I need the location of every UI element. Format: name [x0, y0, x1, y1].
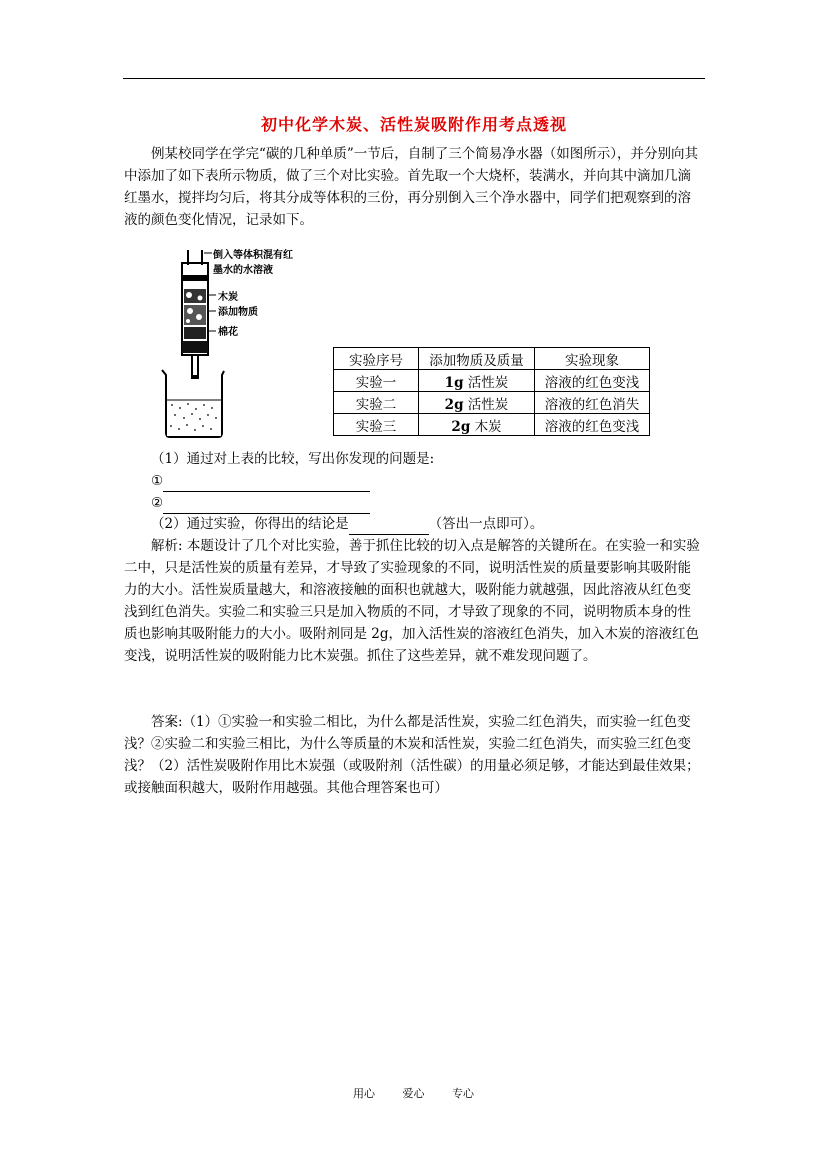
- answer-blank-line[interactable]: [163, 473, 370, 492]
- table-header-row: [334, 348, 650, 370]
- label-added-substance: 添加物质: [218, 307, 258, 318]
- table-header-cell: 实验现象: [535, 348, 650, 370]
- mass-value: 2g: [451, 418, 471, 435]
- substance-name: 木炭: [474, 418, 502, 435]
- table-cell-substance: [419, 392, 535, 414]
- answer-paragraph: 答案:（1）①实验一和实验二相比，为什么都是活性炭，实验二红色消失，而实验一红色变浅？②实验二和实验三相比，为什么等质量的木炭和活性炭，实验二红色消失，而实验三红色变浅？（2）活性炭吸附作用比木炭强（或吸附剂（活性碳）的用量必须足够，才能达到最佳效果；或接触面积越大，吸附作用越强。其他合理答案也可）: [124, 714, 700, 796]
- table-cell-result: 溶液的红色变浅: [535, 370, 650, 392]
- label-pour-line2: 墨水的水溶液: [213, 265, 273, 276]
- table-row: [334, 392, 650, 414]
- answer-blank-line[interactable]: [349, 516, 429, 535]
- document-title: 初中化学木炭、活性炭吸附作用考点透视: [260, 115, 567, 134]
- analysis-paragraph: 解析: 本题设计了几个对比实验，善于抓住比较的切入点是解答的关键所在。在实验一和实验二中，只是活性炭的质量有差异，才导致了实验现象的不同，说明活性炭的质量要影响其吸附能力的大小。活性炭质量越大，和溶液接触的面积也就越大，吸附能力就越强，因此溶液从红色变浅到红色消失。实验二和实验三只是加入物质的不同，才导致了现象的不同，说明物质本身的性质也影响其吸附能力的大小。吸附剂同是 2g，加入活性炭的溶液红色消失，加入木炭的溶液红色变浅，说明活性炭的吸附能力比木炭强。抓住了这些差异，就不难发现问题了。: [124, 538, 700, 664]
- blank-marker: ①: [151, 473, 164, 489]
- answer-blank-line[interactable]: [163, 495, 370, 514]
- label-charcoal: 木炭: [218, 292, 238, 303]
- table-cell-result: 溶液的红色消失: [535, 392, 650, 414]
- question-1: （1）通过对上表的比较，写出你发现的问题是:: [151, 451, 435, 467]
- charcoal-layer: [184, 289, 206, 303]
- footer-text: 用心: [353, 1087, 375, 1100]
- table-row: [334, 370, 650, 392]
- question-1-blank-2: [151, 492, 370, 514]
- question-1-blank-1: [151, 470, 370, 492]
- question-2-suffix: （答出一点即可）。: [428, 516, 544, 532]
- water-purifier-diagram: [158, 245, 318, 445]
- table-cell-id: 实验三: [334, 414, 419, 436]
- table-cell-substance: [419, 414, 535, 436]
- table-cell-id: 实验二: [334, 392, 419, 414]
- table-cell-substance: [419, 370, 535, 392]
- question-2: [151, 513, 543, 535]
- mass-value: 2g: [444, 396, 464, 413]
- table-cell-id: 实验一: [334, 370, 419, 392]
- beaker: [162, 370, 224, 437]
- cotton-layer: [184, 327, 206, 339]
- label-cotton: 棉花: [218, 327, 238, 338]
- blank-marker: ②: [151, 495, 164, 511]
- page-footer: [0, 1085, 827, 1101]
- question-2-prefix: （2）通过实验，你得出的结论是: [151, 516, 349, 532]
- footer-text: 爱心: [402, 1087, 425, 1100]
- table-cell-result: 溶液的红色变浅: [535, 414, 650, 436]
- header-rule: [123, 78, 705, 79]
- label-pour-line1: 倒入等体积混有红: [213, 250, 293, 261]
- table-header-cell: 添加物质及质量: [419, 348, 535, 370]
- table-header-cell: 实验序号: [334, 348, 419, 370]
- footer-text: 专心: [452, 1087, 474, 1100]
- added-substance-layer: [184, 305, 206, 325]
- experiment-table: [333, 347, 650, 436]
- substance-name: 活性炭: [467, 396, 509, 413]
- substance-name: 活性炭: [467, 374, 509, 391]
- intro-paragraph: 例某校同学在学完“碳的几种单质”一节后，自制了三个简易净水器（如图所示），并分别向其中添加了如下表所示物质，做了三个对比实验。首先取一个大烧杯，装满水，并向其中滴加几滴红墨水，搅拌均匀后，将其分成等体积的三份，再分别倒入三个净水器中，同学们把观察到的溶液的颜色变化情况，记录如下。: [124, 146, 699, 228]
- mass-value: 1g: [444, 374, 464, 391]
- table-row: [334, 414, 650, 436]
